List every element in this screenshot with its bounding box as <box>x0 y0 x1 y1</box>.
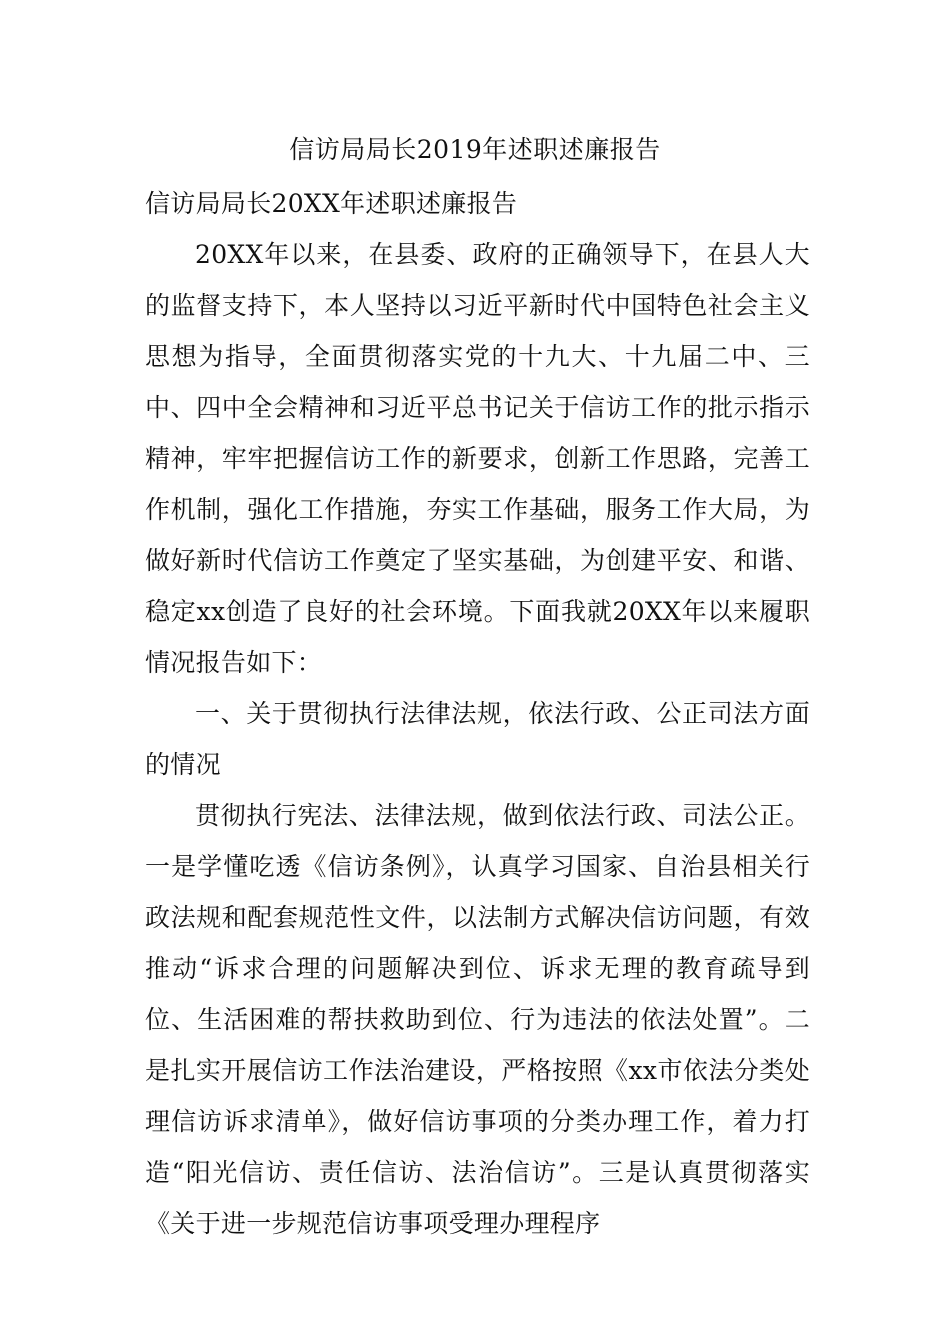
document-subtitle: 信访局局长20XX年述职述廉报告 <box>145 189 518 218</box>
section-heading-1: 一、关于贯彻执行法律法规，依法行政、公正司法方面的情况 <box>145 699 810 779</box>
document-body <box>145 178 810 1249</box>
paragraph-section-1: 贯彻执行宪法、法律法规，做到依法行政、司法公正。一是学懂吃透《信访条例》，认真学习国家、自治县相关行政法规和配套规范性文件，以法制方式解决信访问题，有效推动“诉求合理的问题解决到位、诉求无理的教育疏导到位、生活困难的帮扶救助到位、行为违法的依法处置”。二是扎实开展信访工作法治建设，严格按照《xx市依法分类处理信访诉求清单》，做好信访事项的分类办理工作，着力打造“阳光信访、责任信访、法治信访”。三是认真贯彻落实《关于进一步规范信访事项受理办理程序 <box>145 801 810 1238</box>
document-title: 信访局局长2019年述职述廉报告 <box>289 135 661 164</box>
paragraph-intro: 20XX年以来，在县委、政府的正确领导下，在县人大的监督支持下，本人坚持以习近平新时代中国特色社会主义思想为指导，全面贯彻落实党的十九大、十九届二中、三中、四中全会精神和习近平总书记关于信访工作的批示指示精神，牢牢把握信访工作的新要求，创新工作思路，完善工作机制，强化工作措施，夯实工作基础，服务工作大局，为做好新时代信访工作奠定了坚实基础，为创建平安、和谐、稳定xx创造了良好的社会环境。下面我就20XX年以来履职情况报告如下： <box>145 240 810 677</box>
